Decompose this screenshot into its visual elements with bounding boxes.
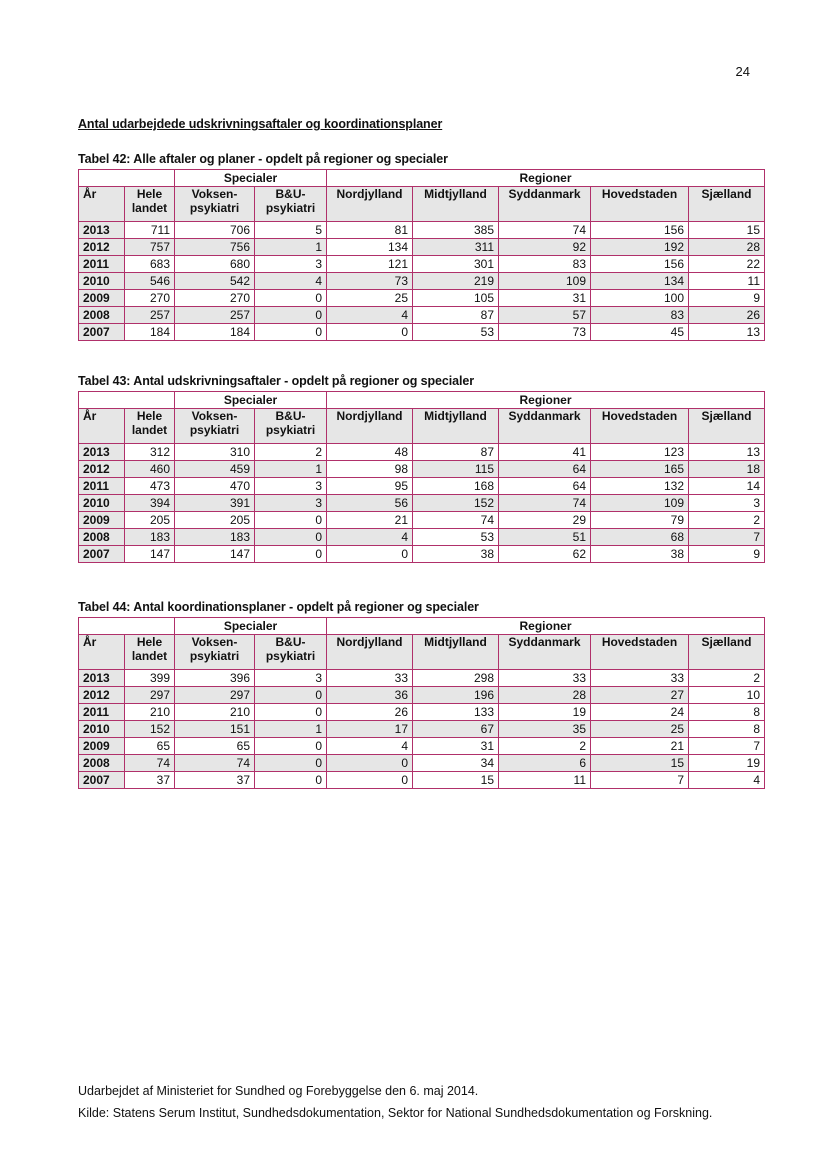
value-cell: 67 bbox=[413, 721, 499, 738]
value-cell: 3 bbox=[255, 670, 327, 687]
value-cell: 396 bbox=[175, 670, 255, 687]
value-cell: 680 bbox=[175, 256, 255, 273]
value-cell: 29 bbox=[499, 512, 591, 529]
column-header: Nordjylland bbox=[327, 635, 413, 670]
column-header: Midtjylland bbox=[413, 409, 499, 444]
column-header: Hele landet bbox=[125, 187, 175, 222]
value-cell: 74 bbox=[413, 512, 499, 529]
value-cell: 53 bbox=[413, 324, 499, 341]
value-cell: 156 bbox=[591, 256, 689, 273]
value-cell: 2 bbox=[255, 444, 327, 461]
value-cell: 79 bbox=[591, 512, 689, 529]
value-cell: 683 bbox=[125, 256, 175, 273]
column-header: Sjælland bbox=[689, 187, 765, 222]
value-cell: 34 bbox=[413, 755, 499, 772]
value-cell: 41 bbox=[499, 444, 591, 461]
table-row bbox=[79, 546, 765, 563]
value-cell: 297 bbox=[175, 687, 255, 704]
value-cell: 391 bbox=[175, 495, 255, 512]
year-cell: 2010 bbox=[79, 273, 125, 290]
value-cell: 2 bbox=[499, 738, 591, 755]
column-header: Midtjylland bbox=[413, 635, 499, 670]
table-row bbox=[79, 444, 765, 461]
value-cell: 11 bbox=[499, 772, 591, 789]
value-cell: 210 bbox=[125, 704, 175, 721]
table-44 bbox=[78, 600, 764, 789]
value-cell: 74 bbox=[499, 222, 591, 239]
table-row bbox=[79, 772, 765, 789]
value-cell: 3 bbox=[255, 478, 327, 495]
value-cell: 0 bbox=[255, 290, 327, 307]
column-header: År bbox=[79, 635, 125, 670]
table-caption: Tabel 43: Antal udskrivningsaftaler - opdelt på regioner og specialer bbox=[78, 374, 474, 388]
year-cell: 2009 bbox=[79, 738, 125, 755]
value-cell: 10 bbox=[689, 687, 765, 704]
table-row bbox=[79, 222, 765, 239]
header-regioner: Regioner bbox=[327, 170, 765, 187]
value-cell: 134 bbox=[591, 273, 689, 290]
value-cell: 15 bbox=[591, 755, 689, 772]
value-cell: 13 bbox=[689, 324, 765, 341]
value-cell: 109 bbox=[499, 273, 591, 290]
value-cell: 192 bbox=[591, 239, 689, 256]
value-cell: 9 bbox=[689, 546, 765, 563]
value-cell: 51 bbox=[499, 529, 591, 546]
value-cell: 0 bbox=[255, 738, 327, 755]
value-cell: 0 bbox=[255, 546, 327, 563]
value-cell: 21 bbox=[327, 512, 413, 529]
column-header: Hovedstaden bbox=[591, 187, 689, 222]
value-cell: 156 bbox=[591, 222, 689, 239]
value-cell: 37 bbox=[175, 772, 255, 789]
value-cell: 2 bbox=[689, 512, 765, 529]
value-cell: 74 bbox=[175, 755, 255, 772]
value-cell: 21 bbox=[591, 738, 689, 755]
value-cell: 460 bbox=[125, 461, 175, 478]
value-cell: 28 bbox=[689, 239, 765, 256]
header-blank bbox=[79, 618, 175, 635]
value-cell: 25 bbox=[591, 721, 689, 738]
value-cell: 83 bbox=[499, 256, 591, 273]
value-cell: 7 bbox=[689, 738, 765, 755]
value-cell: 0 bbox=[255, 307, 327, 324]
value-cell: 123 bbox=[591, 444, 689, 461]
value-cell: 28 bbox=[499, 687, 591, 704]
value-cell: 310 bbox=[175, 444, 255, 461]
value-cell: 4 bbox=[689, 772, 765, 789]
table-43 bbox=[78, 374, 764, 563]
year-cell: 2012 bbox=[79, 687, 125, 704]
value-cell: 33 bbox=[327, 670, 413, 687]
value-cell: 297 bbox=[125, 687, 175, 704]
value-cell: 36 bbox=[327, 687, 413, 704]
value-cell: 92 bbox=[499, 239, 591, 256]
year-cell: 2007 bbox=[79, 546, 125, 563]
value-cell: 546 bbox=[125, 273, 175, 290]
value-cell: 87 bbox=[413, 307, 499, 324]
value-cell: 14 bbox=[689, 478, 765, 495]
value-cell: 257 bbox=[175, 307, 255, 324]
value-cell: 18 bbox=[689, 461, 765, 478]
value-cell: 38 bbox=[413, 546, 499, 563]
value-cell: 0 bbox=[255, 324, 327, 341]
column-header: Hovedstaden bbox=[591, 409, 689, 444]
header-specialer: Specialer bbox=[175, 392, 327, 409]
value-cell: 33 bbox=[591, 670, 689, 687]
value-cell: 0 bbox=[327, 772, 413, 789]
column-header: Syddanmark bbox=[499, 409, 591, 444]
column-header: Syddanmark bbox=[499, 635, 591, 670]
value-cell: 257 bbox=[125, 307, 175, 324]
column-header: Nordjylland bbox=[327, 187, 413, 222]
value-cell: 9 bbox=[689, 290, 765, 307]
value-cell: 7 bbox=[689, 529, 765, 546]
year-cell: 2010 bbox=[79, 495, 125, 512]
value-cell: 184 bbox=[175, 324, 255, 341]
table-row bbox=[79, 478, 765, 495]
value-cell: 64 bbox=[499, 478, 591, 495]
column-header: Hele landet bbox=[125, 409, 175, 444]
value-cell: 311 bbox=[413, 239, 499, 256]
header-specialer: Specialer bbox=[175, 618, 327, 635]
table-row bbox=[79, 704, 765, 721]
value-cell: 15 bbox=[413, 772, 499, 789]
value-cell: 270 bbox=[175, 290, 255, 307]
value-cell: 151 bbox=[175, 721, 255, 738]
value-cell: 121 bbox=[327, 256, 413, 273]
data-table bbox=[78, 169, 765, 341]
value-cell: 219 bbox=[413, 273, 499, 290]
year-cell: 2010 bbox=[79, 721, 125, 738]
column-header: B&U-psykiatri bbox=[255, 187, 327, 222]
value-cell: 385 bbox=[413, 222, 499, 239]
data-table bbox=[78, 391, 765, 563]
value-cell: 64 bbox=[499, 461, 591, 478]
value-cell: 4 bbox=[327, 307, 413, 324]
value-cell: 134 bbox=[327, 239, 413, 256]
value-cell: 5 bbox=[255, 222, 327, 239]
value-cell: 26 bbox=[327, 704, 413, 721]
value-cell: 711 bbox=[125, 222, 175, 239]
value-cell: 4 bbox=[327, 529, 413, 546]
column-header: Hele landet bbox=[125, 635, 175, 670]
table-caption: Tabel 42: Alle aftaler og planer - opdelt på regioner og specialer bbox=[78, 152, 448, 166]
column-header: Sjælland bbox=[689, 635, 765, 670]
value-cell: 98 bbox=[327, 461, 413, 478]
value-cell: 13 bbox=[689, 444, 765, 461]
value-cell: 1 bbox=[255, 239, 327, 256]
year-cell: 2011 bbox=[79, 478, 125, 495]
table-row bbox=[79, 687, 765, 704]
year-cell: 2008 bbox=[79, 755, 125, 772]
value-cell: 133 bbox=[413, 704, 499, 721]
column-header: Voksen-psykiatri bbox=[175, 187, 255, 222]
value-cell: 184 bbox=[125, 324, 175, 341]
year-cell: 2013 bbox=[79, 222, 125, 239]
table-caption: Tabel 44: Antal koordinationsplaner - opdelt på regioner og specialer bbox=[78, 600, 479, 614]
value-cell: 6 bbox=[499, 755, 591, 772]
value-cell: 2 bbox=[689, 670, 765, 687]
column-header: Hovedstaden bbox=[591, 635, 689, 670]
table-row bbox=[79, 721, 765, 738]
table-row bbox=[79, 324, 765, 341]
value-cell: 83 bbox=[591, 307, 689, 324]
table-row bbox=[79, 307, 765, 324]
header-blank bbox=[79, 392, 175, 409]
value-cell: 0 bbox=[327, 755, 413, 772]
value-cell: 8 bbox=[689, 721, 765, 738]
year-cell: 2007 bbox=[79, 772, 125, 789]
value-cell: 31 bbox=[499, 290, 591, 307]
table-row bbox=[79, 256, 765, 273]
value-cell: 15 bbox=[689, 222, 765, 239]
value-cell: 0 bbox=[327, 546, 413, 563]
value-cell: 399 bbox=[125, 670, 175, 687]
value-cell: 65 bbox=[175, 738, 255, 755]
table-row bbox=[79, 461, 765, 478]
value-cell: 0 bbox=[255, 755, 327, 772]
value-cell: 53 bbox=[413, 529, 499, 546]
table-row bbox=[79, 512, 765, 529]
table-row bbox=[79, 670, 765, 687]
table-42 bbox=[78, 152, 764, 341]
value-cell: 165 bbox=[591, 461, 689, 478]
value-cell: 56 bbox=[327, 495, 413, 512]
page-number: 24 bbox=[735, 64, 750, 79]
value-cell: 26 bbox=[689, 307, 765, 324]
year-cell: 2012 bbox=[79, 461, 125, 478]
value-cell: 1 bbox=[255, 721, 327, 738]
value-cell: 73 bbox=[327, 273, 413, 290]
value-cell: 542 bbox=[175, 273, 255, 290]
value-cell: 3 bbox=[689, 495, 765, 512]
footer-line-2: Kilde: Statens Serum Institut, Sundhedsdokumentation, Sektor for National Sundhedsdokumentation og Forskning. bbox=[78, 1106, 713, 1120]
year-cell: 2007 bbox=[79, 324, 125, 341]
value-cell: 81 bbox=[327, 222, 413, 239]
value-cell: 35 bbox=[499, 721, 591, 738]
value-cell: 0 bbox=[255, 704, 327, 721]
year-cell: 2013 bbox=[79, 444, 125, 461]
value-cell: 8 bbox=[689, 704, 765, 721]
value-cell: 37 bbox=[125, 772, 175, 789]
data-table bbox=[78, 617, 765, 789]
value-cell: 57 bbox=[499, 307, 591, 324]
column-header: B&U-psykiatri bbox=[255, 635, 327, 670]
header-specialer: Specialer bbox=[175, 170, 327, 187]
value-cell: 73 bbox=[499, 324, 591, 341]
value-cell: 1 bbox=[255, 461, 327, 478]
year-cell: 2009 bbox=[79, 512, 125, 529]
value-cell: 312 bbox=[125, 444, 175, 461]
column-header: År bbox=[79, 187, 125, 222]
value-cell: 756 bbox=[175, 239, 255, 256]
value-cell: 270 bbox=[125, 290, 175, 307]
table-row bbox=[79, 738, 765, 755]
table-row bbox=[79, 495, 765, 512]
value-cell: 74 bbox=[499, 495, 591, 512]
year-cell: 2011 bbox=[79, 704, 125, 721]
value-cell: 109 bbox=[591, 495, 689, 512]
column-header: Syddanmark bbox=[499, 187, 591, 222]
column-header: Voksen-psykiatri bbox=[175, 409, 255, 444]
value-cell: 62 bbox=[499, 546, 591, 563]
value-cell: 27 bbox=[591, 687, 689, 704]
year-cell: 2008 bbox=[79, 307, 125, 324]
value-cell: 68 bbox=[591, 529, 689, 546]
value-cell: 24 bbox=[591, 704, 689, 721]
value-cell: 0 bbox=[255, 512, 327, 529]
value-cell: 301 bbox=[413, 256, 499, 273]
value-cell: 33 bbox=[499, 670, 591, 687]
value-cell: 298 bbox=[413, 670, 499, 687]
value-cell: 3 bbox=[255, 256, 327, 273]
value-cell: 48 bbox=[327, 444, 413, 461]
section-heading: Antal udarbejdede udskrivningsaftaler og koordinationsplaner bbox=[78, 117, 443, 131]
value-cell: 168 bbox=[413, 478, 499, 495]
value-cell: 183 bbox=[175, 529, 255, 546]
value-cell: 196 bbox=[413, 687, 499, 704]
value-cell: 4 bbox=[327, 738, 413, 755]
value-cell: 470 bbox=[175, 478, 255, 495]
value-cell: 65 bbox=[125, 738, 175, 755]
value-cell: 17 bbox=[327, 721, 413, 738]
value-cell: 183 bbox=[125, 529, 175, 546]
year-cell: 2008 bbox=[79, 529, 125, 546]
value-cell: 205 bbox=[125, 512, 175, 529]
column-header: B&U-psykiatri bbox=[255, 409, 327, 444]
header-blank bbox=[79, 170, 175, 187]
table-row bbox=[79, 239, 765, 256]
value-cell: 95 bbox=[327, 478, 413, 495]
header-regioner: Regioner bbox=[327, 618, 765, 635]
value-cell: 0 bbox=[255, 772, 327, 789]
table-row bbox=[79, 755, 765, 772]
value-cell: 152 bbox=[413, 495, 499, 512]
column-header: Voksen-psykiatri bbox=[175, 635, 255, 670]
value-cell: 38 bbox=[591, 546, 689, 563]
value-cell: 132 bbox=[591, 478, 689, 495]
value-cell: 210 bbox=[175, 704, 255, 721]
value-cell: 87 bbox=[413, 444, 499, 461]
value-cell: 757 bbox=[125, 239, 175, 256]
value-cell: 100 bbox=[591, 290, 689, 307]
value-cell: 4 bbox=[255, 273, 327, 290]
value-cell: 205 bbox=[175, 512, 255, 529]
value-cell: 45 bbox=[591, 324, 689, 341]
header-regioner: Regioner bbox=[327, 392, 765, 409]
column-header: Sjælland bbox=[689, 409, 765, 444]
value-cell: 11 bbox=[689, 273, 765, 290]
value-cell: 0 bbox=[255, 687, 327, 704]
value-cell: 147 bbox=[125, 546, 175, 563]
value-cell: 19 bbox=[499, 704, 591, 721]
year-cell: 2012 bbox=[79, 239, 125, 256]
table-row bbox=[79, 273, 765, 290]
year-cell: 2009 bbox=[79, 290, 125, 307]
value-cell: 0 bbox=[327, 324, 413, 341]
value-cell: 394 bbox=[125, 495, 175, 512]
value-cell: 3 bbox=[255, 495, 327, 512]
column-header: Midtjylland bbox=[413, 187, 499, 222]
value-cell: 152 bbox=[125, 721, 175, 738]
value-cell: 147 bbox=[175, 546, 255, 563]
value-cell: 74 bbox=[125, 755, 175, 772]
value-cell: 706 bbox=[175, 222, 255, 239]
value-cell: 22 bbox=[689, 256, 765, 273]
year-cell: 2013 bbox=[79, 670, 125, 687]
value-cell: 115 bbox=[413, 461, 499, 478]
value-cell: 19 bbox=[689, 755, 765, 772]
footer-line-1: Udarbejdet af Ministeriet for Sundhed og Forebyggelse den 6. maj 2014. bbox=[78, 1084, 479, 1098]
value-cell: 31 bbox=[413, 738, 499, 755]
value-cell: 459 bbox=[175, 461, 255, 478]
column-header: År bbox=[79, 409, 125, 444]
value-cell: 0 bbox=[255, 529, 327, 546]
column-header: Nordjylland bbox=[327, 409, 413, 444]
value-cell: 25 bbox=[327, 290, 413, 307]
value-cell: 105 bbox=[413, 290, 499, 307]
table-row bbox=[79, 290, 765, 307]
value-cell: 473 bbox=[125, 478, 175, 495]
value-cell: 7 bbox=[591, 772, 689, 789]
year-cell: 2011 bbox=[79, 256, 125, 273]
table-row bbox=[79, 529, 765, 546]
